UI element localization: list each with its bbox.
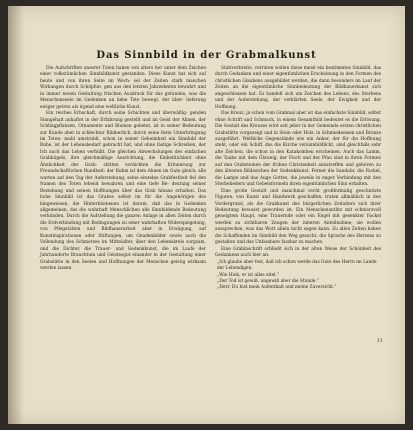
paragraph: Stattverbreite, verraten wollen diese meist ein bestimmtes Sinnbild, das durch Gedanken und einer eigentümlichen Erscheinung in den Formen des christlichen Glaubens ausgebildet werden, die dann besonders im Lauf der Zeiten an die eigentümliche Sinnbedeutung der Bildhauerkunst sich angeschlossen hat. Es handelt sich um Zeichen des Lebens, des Sterbens und der Auferstehung, der verklärten Seele, der Ewigkeit und der Hoffnung. [215,66,381,110]
text-column-left [40,66,206,273]
verse-line: „Der Tod ist gewiß, ungewiß aber die Stunde.“ [217,278,319,284]
page-title: Das Sinnbild in der Grabmalkunst [96,50,317,61]
verse-line: „Wie Hiob, er ist alles eitel.“ [217,272,280,278]
verse-line: „Ich glaube aber fest, daß ich schon werde das Gute des Herrn im Lande der Lebendigen. [217,259,377,272]
paragraph: Ein reiches Erbschaft, durch seine Schichten und überwältig- genden Sinngehalt anhaftet in der Erfahrung gestellt und im Geist der Ahnen, der Schlingpflanzen, Ornamente und Blumen gebetet, ist in seiner Bedeutung zur Kunde aber in schlechter Bildnerlich, durch seine feste Unterbringung im Toten- mahl umstrahlt, schon in seiner Geheimheit ein Sinnbild der Ruhe, ist der Lebensbedarf gebracht hat, und ohne lästige Schreiben, der Ich auch das Leben verhüllt. Die gleichen Abwechslungen des einfachen Grabhügels, ihre gleichmäßige Ausrichtung, die Einheitlichkeit ohne Ähnlichkeit der Grab- stätten verdichten die Erinnerung zur Freundschaftlichen Rundheit: der Ruhm ist dem Ahnen im Gute gleich; alle warten auf den Tag der Auferstehung; seine einzelne Grabfestheit fiel den Namen des Toten lebend bewahren und eine tiefe Be- deutung seiner Beziehung und seinen Hoffnungen über das Grab hinaus erhalten. Das hohe Sinnbild ist das Grabes selbst im für die Angehörigen des hingewiesen, die Hinterbliebenen ist darum, daß das in Gedenken allgemeinen, das die wahrhaft Menschlichen alle Sinnbildende Bedeutung verkünden. Durch die Aufstellung die ganzen Anlage in allen Zeiten durch die Erdverbindung mit Bedingungen zu einer wahrhaften Widerspiegelung, von Pflegstätten und Bildhauerarbeit aber in Erwägung, auf Kunstinspirationen oder Stiftungen, um Gnadenbilder sowie auch die Vollendung des Schmerzes im Mittelalter, über den Lebenskreis sorgsam, und die Dichter, die Trauer- und Gedenkkunst, die im Laufe der Jahrhunderte Brauchtum und Geistesgut einander in der Gestaltung einer Grabstätte in den Seelen und Hoffnungen der Menschen geistig wirksam werden lassen. [40,111,206,272]
page-gutter-shadow [8,6,24,424]
verse-block [215,260,381,292]
text-column-right [215,66,381,292]
paragraph: Eine große Gestalt und manchmal recht großformatig geschnitzte Figuren, von Kunst und Handwerk geschaffen, traten allmählich in den Vordergrund, als die Grabkunst des bürgerlichen Zeitalters sich ihrer Bedeutung bewusst geworden ist. Ein Menschenantlitz mit schmerzvoll geneigtem Haupt, eine Trauernde oder ein Engel mit gesenkter Fackel werden zu sichtbaren Zeugen der inneren Anteilnahme; sie wollen aussprechen, was das Wort allein nicht sagen kann. Zu allen Zeiten haben die Schaffenden im Sinnbild den Weg gesucht, die Sprache des Herzens zu gestalten und das Unfassbare fassbar zu machen. [215,188,381,246]
paragraph: Die Aufschriften unserer Toten haben von alters her unter dem Zeichen einer volkstümlichen Sinnbildkunst gestanden. Diese Kunst hat sich auf heute und von ihren Seite im Wech- sel der Zeiten stark manchen Wirkungen durch Schöpfun- gen aus den letzten Jahrzehnten bewahrt und in immer neuen Gestaltung frischen Ausdruck für das gefunden, was die Menschenseele im Gedenken an liebe Tote bewegt, der über- lieferung ewiger getreu als irgend eine weltliche Kunst. [40,66,206,110]
page-number: 11 [376,338,383,344]
verse-line: „Herr, Du bist mein Aufenthalt und meine Zuversicht.“ [217,285,337,291]
paragraph: Das Kreuz, ja schon vom Grabmal aber ist das einfachste Sinnbild, selbst ohne Schrift und Schmuck, in einem Gesamtbild bedeutet es die Erlösung. Die Gestalt des Kreuzes wird seit jeher in der Gemeinde ersten christlichen Grabstätte vorgezeigt und in Stein oder Holz, in Schmiedeeisen und Bronze ausgeführt. Weltliche Gegenstände wie ein Anker, der für die Hoffnung steht, oder ein Schiff, das die Kirche versinnbildlicht, sind gleichfalls sehr alte Zeichen, die schon in den Katakomben erscheinen. Auch das Lamm, die Taube mit dem Ölzweig, der Fisch und der Pfau sind in ihren Formen auf den Grabsteinen der frühen Christenheit anzutreffen und gehören zu den ältesten Bildzeichen der Gedenkkunst. Ferner die Sanduhr, die Fackel, die Lampe und das Auge Gottes, die jeweils in enger Verbindung mit den Sterbeliedern und Gebetsformeln ihren eigentümlichen Sinn erhalten. [215,111,381,188]
paragraph: Eine Grabinschrift schließt sich in der alten Weise der Schönheit des Gedankens auch hier an: [215,246,381,259]
book-page [8,6,405,424]
